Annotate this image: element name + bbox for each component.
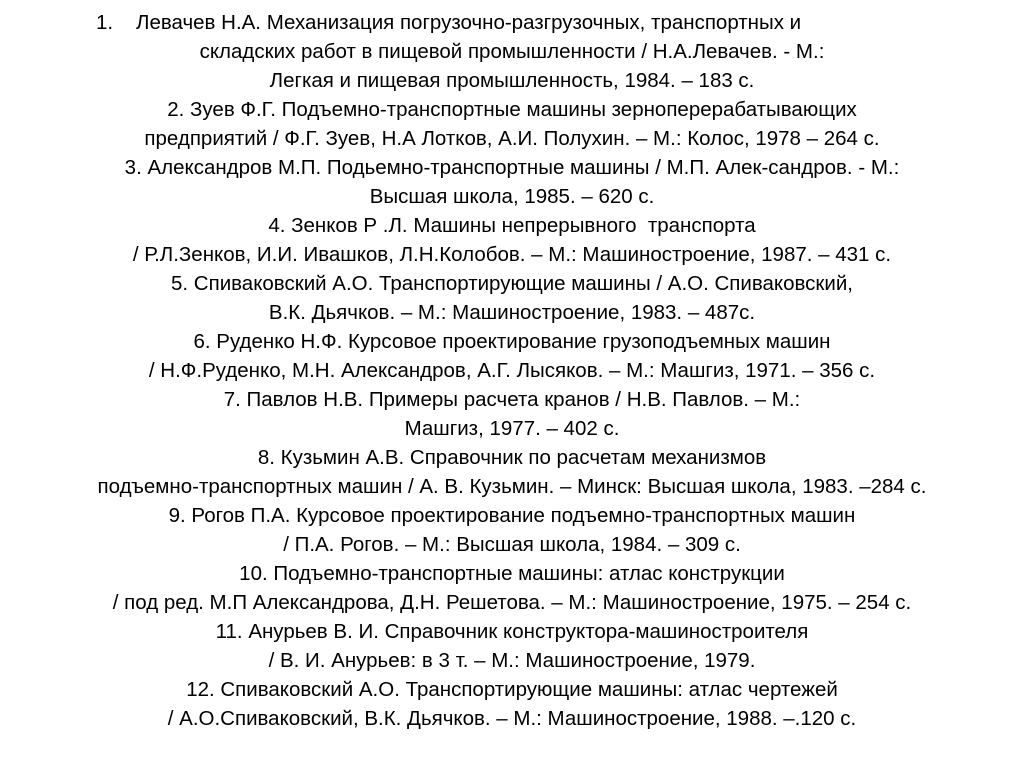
bibliography-line-11: В.К. Дьячков. – М.: Машиностроение, 1983. – 487с. [268, 301, 756, 324]
bibliography-line-16: 8. Кузьмин А.В. Справочник по расчетам механизмов [257, 446, 767, 469]
bibliography-line-1 [0, 8, 1024, 37]
bibliography-line-6: 3. Александров М.П. Подьемно-транспортные машины / М.П. Алек-сандров. - М.: [124, 156, 900, 179]
bibliography-line-4: 2. Зуев Ф.Г. Подъемно-транспортные машины зерноперерабатывающих [167, 98, 857, 121]
bibliography-line-8: 4. Зенков Р .Л. Машины непрерывного транспорта [268, 214, 756, 237]
bibliography-line-13: / Н.Ф.Руденко, М.Н. Александров, А.Г. Лысяков. – М.: Машгиз, 1971. – 356 с. [148, 359, 876, 382]
bibliography-line-18: 9. Рогов П.А. Курсовое проектирование подъемно-транспортных машин [168, 504, 856, 527]
bibliography-line-12: 6. Руденко Н.Ф. Курсовое проектирование грузоподъемных машин [193, 330, 831, 353]
bibliography-line-17: подъемно-транспортных машин / А. В. Кузьмин. – Минск: Высшая школа, 1983. –284 с. [97, 475, 927, 498]
bibliography-line-21: / под ред. М.П Александрова, Д.Н. Решетова. – М.: Машиностроение, 1975. – 254 с. [112, 591, 912, 614]
bibliography-line-14: 7. Павлов Н.В. Примеры расчета кранов / Н.В. Павлов. – М.: [223, 388, 801, 411]
list-number-1: 1. [96, 11, 114, 34]
bibliography-line-7: Высшая школа, 1985. – 620 с. [369, 185, 655, 208]
bibliography-line-22: 11. Анурьев В. И. Справочник конструктора-машиностроителя [215, 620, 809, 643]
line-text: Левачев Н.А. Механизация погрузочно-разгрузочных, транспортных и [136, 11, 802, 34]
bibliography-line-9: / Р.Л.Зенков, И.И. Ивашков, Л.Н.Колобов. – М.: Машиностроение, 1987. – 431 с. [132, 243, 892, 266]
bibliography-line-25: / А.О.Спиваковский, В.К. Дьячков. – М.: Машиностроение, 1988. –.120 с. [167, 707, 857, 730]
bibliography-line-15: Машгиз, 1977. – 402 с. [404, 417, 620, 440]
bibliography-line-20: 10. Подъемно-транспортные машины: атлас конструкции [239, 562, 785, 585]
bibliography-line-3: Легкая и пищевая промышленность, 1984. – 183 с. [269, 69, 755, 92]
bibliography-line-2: складских работ в пищевой промышленности / Н.А.Левачев. - М.: [199, 40, 825, 63]
bibliography-line-24: 12. Спиваковский А.О. Транспортирующие машины: атлас чертежей [186, 678, 838, 701]
bibliography-list [0, 8, 1024, 733]
bibliography-line-23: / В. И. Анурьев: в 3 т. – М.: Машиностроение, 1979. [268, 649, 756, 672]
bibliography-line-5: предприятий / Ф.Г. Зуев, Н.А Лотков, А.И. Полухин. – М.: Колос, 1978 – 264 с. [144, 127, 880, 150]
bibliography-line-10: 5. Спиваковский А.О. Транспортирующие машины / А.О. Спиваковский, [171, 272, 853, 295]
bibliography-line-19: / П.А. Рогов. – М.: Высшая школа, 1984. – 309 с. [283, 533, 741, 556]
